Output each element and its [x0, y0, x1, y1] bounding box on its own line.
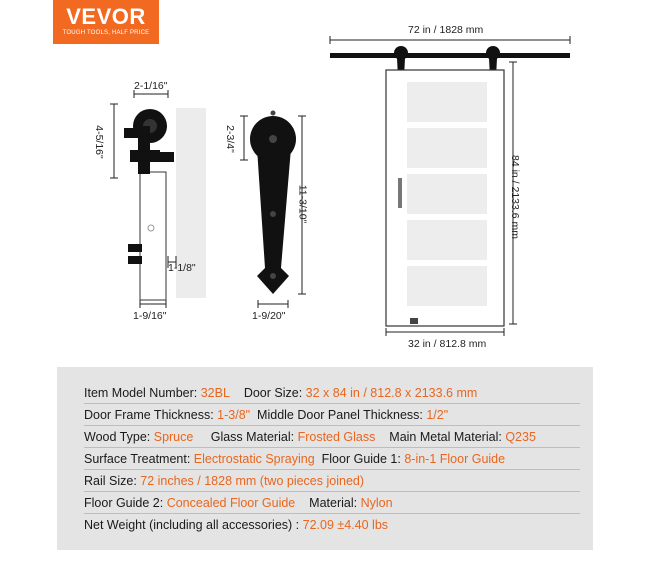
spec-row-2 — [84, 407, 448, 423]
spec-row-1 — [84, 385, 477, 401]
door-assembly — [330, 36, 570, 336]
spec-divider — [84, 491, 580, 492]
material-label: Material: — [309, 496, 358, 510]
frame-thickness-value: 1-3/8" — [217, 408, 251, 422]
net-weight-label: Net Weight (including all accessories) : — [84, 518, 300, 532]
spec-row-6 — [84, 495, 393, 511]
door-width-label: 32 in / 812.8 mm — [408, 338, 487, 350]
glass-material-label: Glass Material: — [210, 430, 295, 444]
model-number-value: 32BL — [200, 386, 230, 400]
side-view-roller — [110, 90, 206, 308]
door-size-label: Door Size: — [243, 386, 303, 400]
frame-thickness-label: Door Frame Thickness: — [84, 408, 214, 422]
rail-length-label: 72 in / 1828 mm — [408, 24, 484, 36]
rail-size-label: Rail Size: — [84, 474, 137, 488]
wheel-height-label: 2-3/4" — [223, 125, 236, 153]
spec-divider — [84, 469, 580, 470]
spec-divider — [84, 447, 580, 448]
rail-size-value: 72 inches / 1828 mm (two pieces joined) — [140, 474, 365, 488]
spec-divider — [84, 425, 580, 426]
spec-row-7 — [84, 517, 388, 533]
metal-material-label: Main Metal Material: — [389, 430, 502, 444]
wood-type-value: Spruce — [153, 430, 194, 444]
roller-width-label: 2-1/16" — [134, 80, 168, 92]
spec-divider — [84, 513, 580, 514]
model-number-label: Item Model Number: — [84, 386, 198, 400]
door-size-value: 32 x 84 in / 812.8 x 2133.6 mm — [305, 386, 478, 400]
floor-guide-2-value: Concealed Floor Guide — [166, 496, 296, 510]
panel-thickness-label: Middle Door Panel Thickness: — [257, 408, 423, 422]
brand-tagline: TOUGH TOOLS, HALF PRICE — [62, 30, 150, 36]
floor-guide-1-value: 8-in-1 Floor Guide — [404, 452, 506, 466]
brand-name: VEVOR — [66, 4, 146, 29]
glass-material-value: Frosted Glass — [297, 430, 376, 444]
spec-row-5 — [84, 473, 364, 489]
panel-thickness-value: 1/2" — [426, 408, 449, 422]
surface-treatment-value: Electrostatic Spraying — [193, 452, 315, 466]
door-height-label: 84 in / 2133.6 mm — [509, 154, 522, 240]
bracket-offset-label: 1-1/8" — [168, 262, 196, 274]
floor-guide-1-label: Floor Guide 1: — [321, 452, 401, 466]
spec-row-4 — [84, 451, 505, 467]
material-value: Nylon — [360, 496, 393, 510]
floor-guide-2-label: Floor Guide 2: — [84, 496, 164, 510]
metal-material-value: Q235 — [505, 430, 536, 444]
surface-treatment-label: Surface Treatment: — [84, 452, 191, 466]
wood-type-label: Wood Type: — [84, 430, 151, 444]
strap-length-label: 11-3/10" — [296, 184, 309, 224]
spec-row-3 — [84, 429, 536, 445]
side-width-label: 1-9/16" — [133, 310, 167, 322]
roller-height-label: 4-5/16" — [92, 125, 105, 159]
strap-width-label: 1-9/20" — [252, 310, 286, 322]
net-weight-value: 72.09 ±4.40 lbs — [302, 518, 389, 532]
spec-divider — [84, 403, 580, 404]
